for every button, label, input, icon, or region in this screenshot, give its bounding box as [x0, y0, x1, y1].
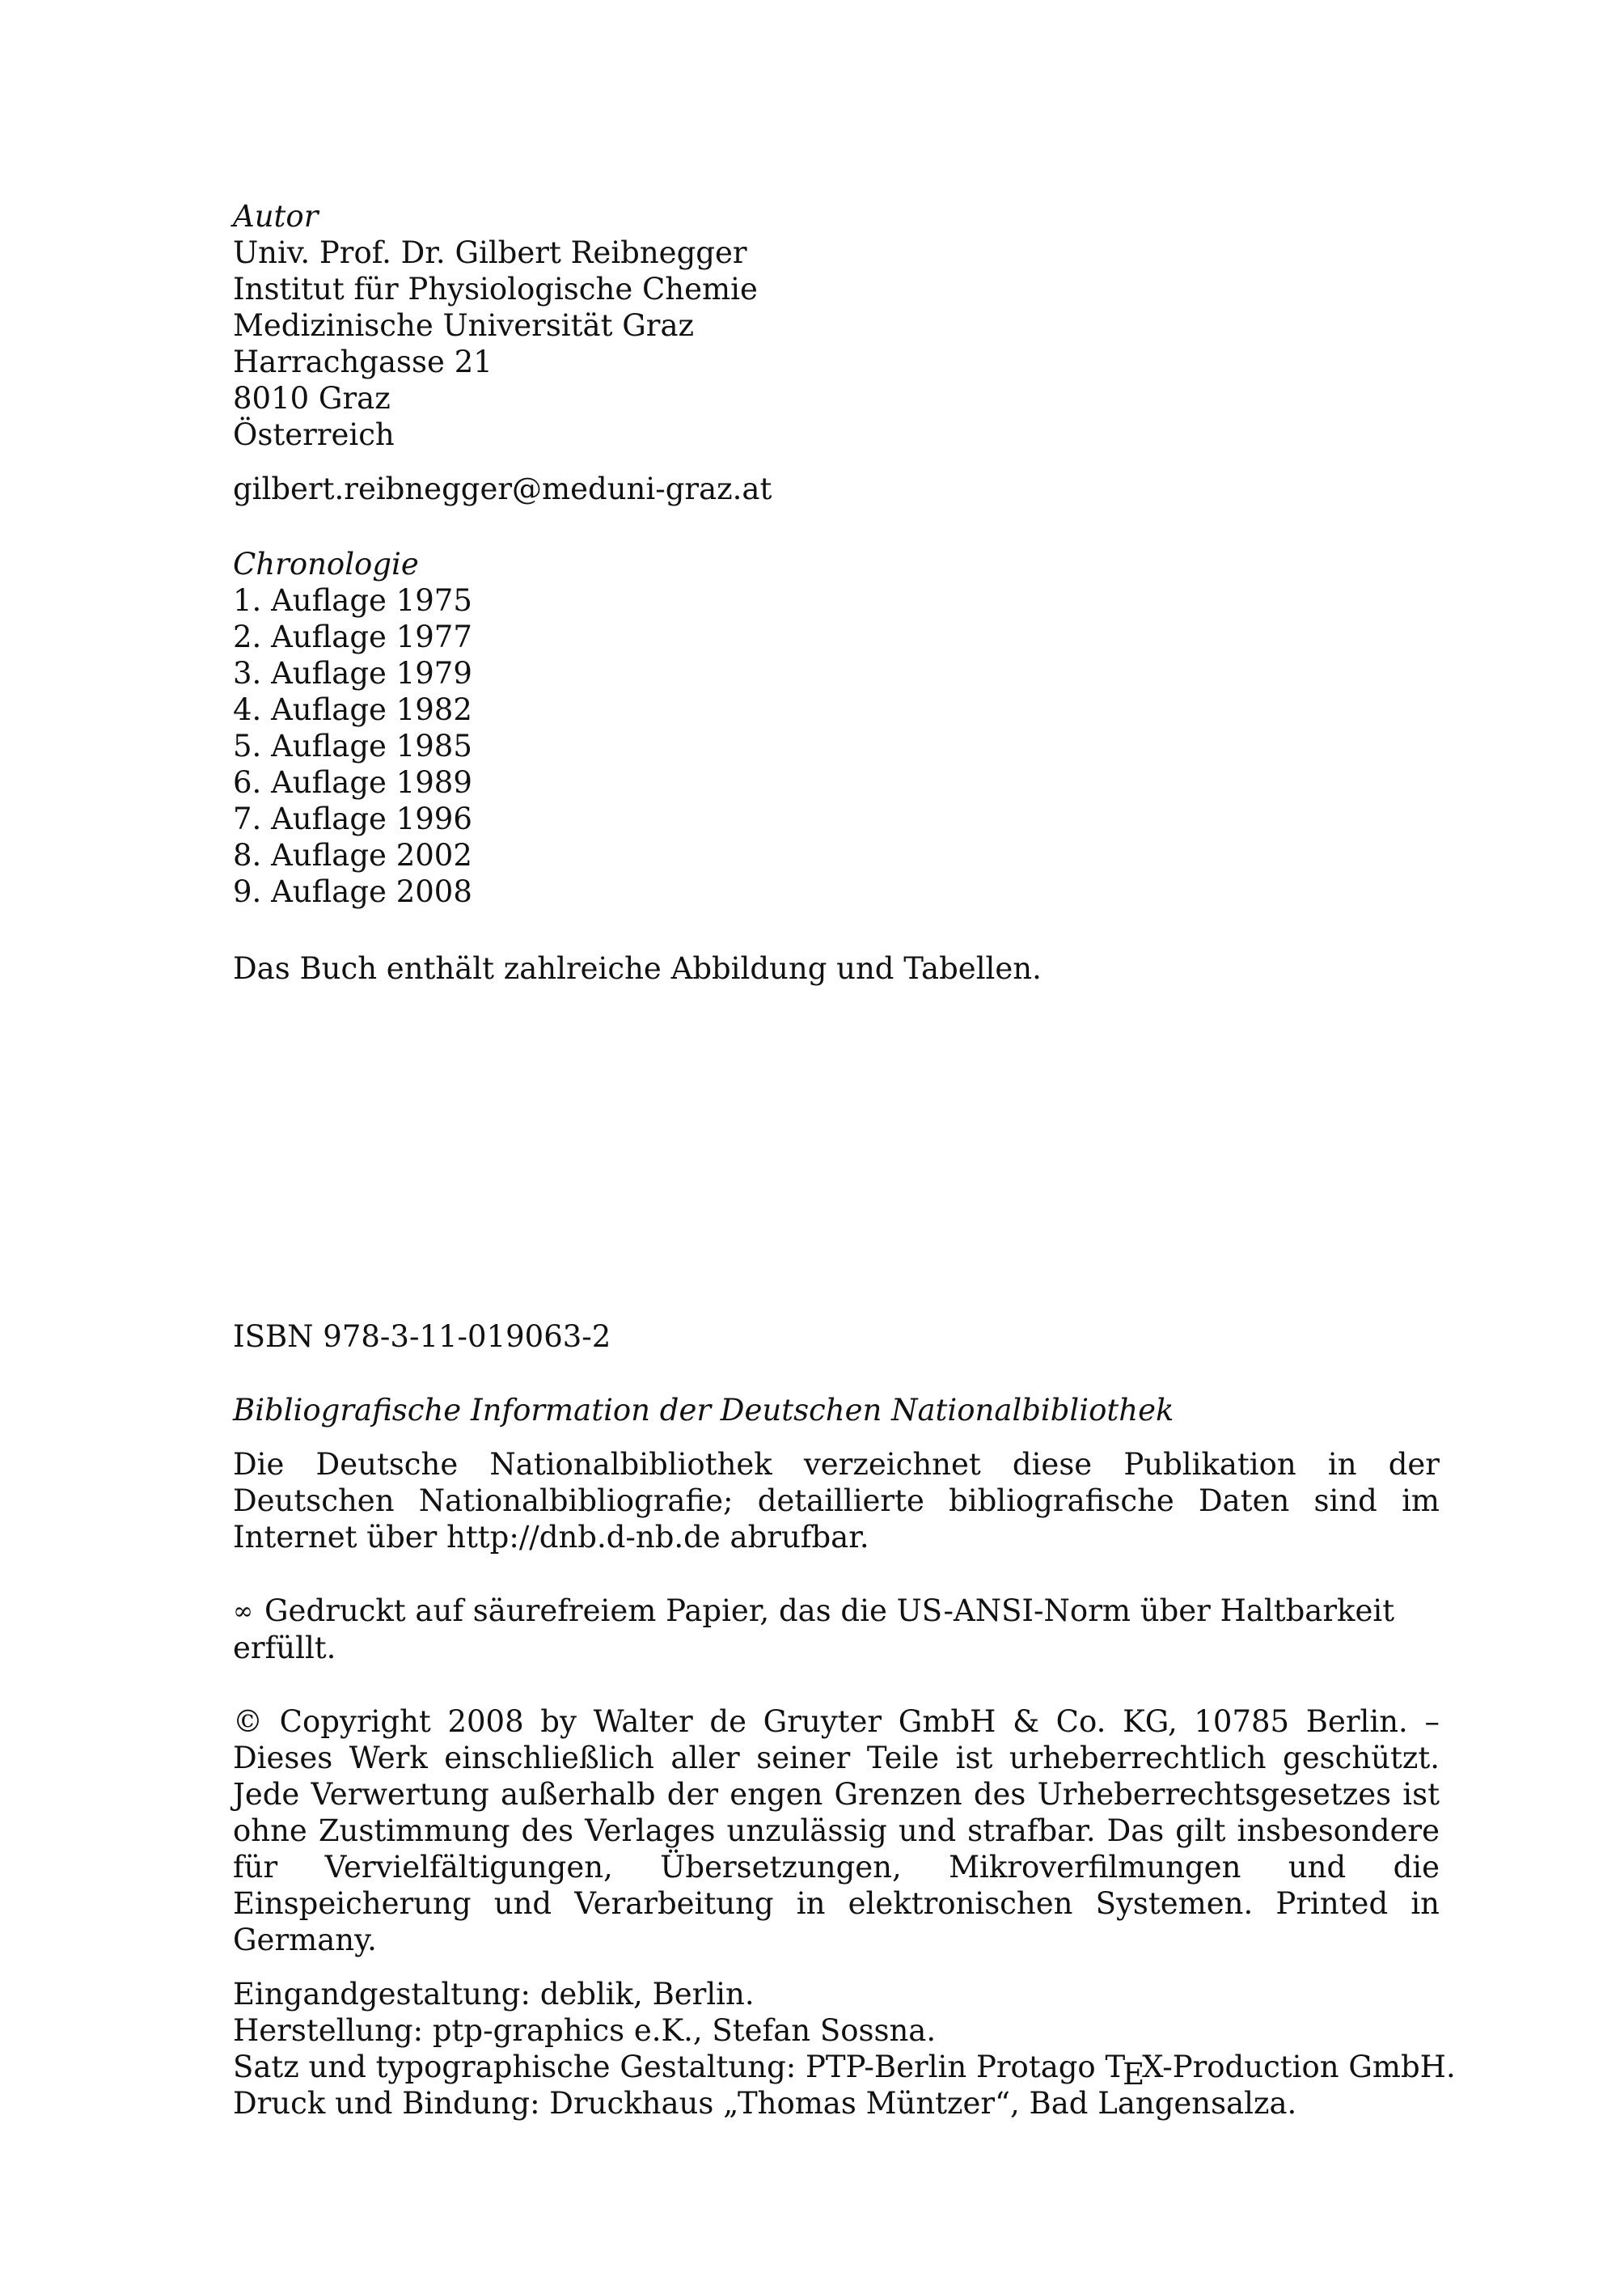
bibliography-text: Die Deutsche Nationalbibliothek verzeichnet diese Publikation in der Deutschen Nationalbibliografie; detaillierte bibliografische Daten sind im Internet über http://dnb.d-nb.de abrufbar.	[233, 1447, 1440, 1555]
author-university: Medizinische Universität Graz	[233, 308, 694, 343]
author-country: Österreich	[233, 417, 395, 452]
edition-item: 4. Auflage 1982	[233, 692, 472, 727]
author-heading: Autor	[233, 199, 319, 234]
edition-item: 5. Auflage 1985	[233, 729, 472, 764]
edition-item: 1. Auflage 1975	[233, 583, 472, 618]
edition-item: 7. Auflage 1996	[233, 802, 472, 836]
imprint-section	[233, 1318, 1456, 2122]
credits	[233, 1976, 1456, 2122]
edition-item: 9. Auflage 2008	[233, 874, 472, 909]
credit-typesetting-tex-e: E	[1123, 2057, 1145, 2092]
paper-note	[233, 1593, 1440, 1666]
credit-typesetting-prefix: Satz und typographische Gestaltung: PTP-Berlin Protago T	[233, 2050, 1126, 2084]
author-city: 8010 Graz	[233, 381, 391, 416]
credit-typesetting	[233, 2049, 1456, 2092]
edition-item: 2. Auflage 1977	[233, 620, 472, 654]
author-street: Harrachgasse 21	[233, 345, 493, 379]
author-name: Univ. Prof. Dr. Gilbert Reibnegger	[233, 235, 747, 270]
copyright-text: © Copyright 2008 by Walter de Gruyter GmbH & Co. KG, 10785 Berlin. – Dieses Werk einschließlich aller seiner Teile ist urheberrechtlich geschützt. Jede Verwertung außerhalb der engen Grenzen des Urheberrechtsgesetzes ist ohne Zustimmung des Verlages unzulässig und strafbar. Das gilt insbesondere für Vervielfältigungen, Übersetzungen, Mikroverfilmungen und die Einspeicherung und Verarbeitung in elektronischen Systemen. Printed in Germany.	[233, 1704, 1440, 1957]
credit-production: Herstellung: ptp-graphics e.K., Stefan Sossna.	[233, 2013, 937, 2048]
author-email: gilbert.reibnegger@meduni-graz.at	[233, 472, 772, 506]
edition-item: 3. Auflage 1979	[233, 656, 472, 691]
credit-printing: Druck und Bindung: Druckhaus „Thomas Müntzer“, Bad Langensalza.	[233, 2086, 1297, 2121]
author-section	[233, 198, 1440, 987]
credit-typesetting-suffix: X-Production GmbH.	[1142, 2050, 1456, 2084]
infinity-circle-icon: ∞	[233, 1597, 253, 1626]
author-institute: Institut für Physiologische Chemie	[233, 272, 758, 307]
chronology-note: Das Buch enthält zahlreiche Abbildung und Tabellen.	[233, 951, 1042, 986]
credit-design: Eingandgestaltung: deblik, Berlin.	[233, 1977, 755, 2012]
isbn: ISBN 978-3-11-019063-2	[233, 1319, 611, 1354]
chronology-heading: Chronologie	[233, 547, 419, 582]
paper-note-text: Gedruckt auf säurefreiem Papier, das die US-ANSI-Norm über Haltbarkeit erfüllt.	[233, 1593, 1395, 1665]
edition-item: 8. Auflage 2002	[233, 838, 472, 873]
bibliography-heading: Bibliografische Information der Deutschen Nationalbibliothek	[233, 1393, 1174, 1428]
edition-item: 6. Auflage 1989	[233, 765, 472, 800]
